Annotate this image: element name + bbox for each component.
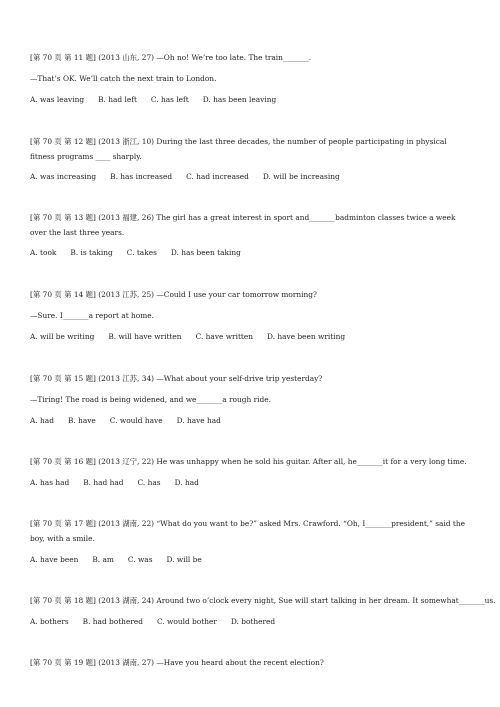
option-c: C. was bbox=[127, 555, 153, 564]
option-d: D. had bbox=[174, 478, 199, 487]
option-b: B. had had bbox=[83, 478, 124, 487]
option-b: B. has increased bbox=[110, 172, 173, 181]
question-18-stem: [第 70 页 第 18 题] (2013 湖南, 24) Around two o’clock every night, Sue will start talking in her dream. It somewhat_______us. bbox=[30, 596, 496, 605]
option-d: D. will be increasing bbox=[262, 172, 340, 181]
question-14-dialogue: —Sure. I_______a report at home. bbox=[30, 311, 154, 320]
option-d: D. will be bbox=[166, 555, 202, 564]
option-a: A. was increasing bbox=[30, 172, 97, 181]
question-13-options bbox=[30, 246, 472, 261]
option-b: B. had bothered bbox=[82, 617, 143, 626]
question-16-stem: [第 70 页 第 16 题] (2013 辽宁, 22) He was unhappy when he sold his guitar. After all, he_______it for a very long time. bbox=[30, 457, 467, 466]
option-b: B. have bbox=[67, 416, 96, 425]
question-15-dialogue: —Tiring! The road is being widened, and we_______a rough ride. bbox=[30, 395, 271, 404]
option-b: B. is taking bbox=[70, 248, 113, 257]
option-c: C. has bbox=[137, 478, 161, 487]
option-a: A. took bbox=[30, 248, 57, 257]
question-12-stem: [第 70 页 第 12 题] (2013 浙江, 10) During the last three decades, the number of people participating in physical fitness programs ____ sharply. bbox=[30, 137, 447, 161]
question-14-options bbox=[30, 330, 472, 345]
option-b: B. had left bbox=[98, 95, 137, 104]
question-16-options bbox=[30, 476, 472, 491]
question-11-options bbox=[30, 93, 472, 108]
option-c: C. takes bbox=[126, 248, 157, 257]
option-d: D. bothered bbox=[230, 617, 276, 626]
option-c: C. had increased bbox=[186, 172, 249, 181]
question-17-stem: [第 70 页 第 17 题] (2013 湖南, 22) “What do you want to be?” asked Mrs. Crawford. “Oh, I_______president,” said the boy, with a smile. bbox=[30, 519, 466, 543]
question-17-options bbox=[30, 553, 472, 568]
option-c: C. would have bbox=[109, 416, 163, 425]
question-18-options bbox=[30, 615, 472, 630]
option-d: D. has been leaving bbox=[202, 95, 277, 104]
option-a: A. was leaving bbox=[30, 95, 85, 104]
option-c: C. would bother bbox=[156, 617, 217, 626]
option-a: A. will be writing bbox=[30, 332, 95, 341]
question-11-stem: [第 70 页 第 11 题] (2013 山东, 27) —Oh no! We’re too late. The train_______. bbox=[30, 53, 312, 62]
option-b: B. am bbox=[92, 555, 114, 564]
question-14-stem: [第 70 页 第 14 题] (2013 江苏, 25) —Could I use your car tomorrow morning? bbox=[30, 290, 317, 299]
option-a: A. have been bbox=[30, 555, 79, 564]
question-13-stem: [第 70 页 第 13 题] (2013 福建, 26) The girl has a great interest in sport and_______badminton classes twice a week over the last three years. bbox=[30, 213, 456, 237]
option-a: A. has had bbox=[30, 478, 70, 487]
option-a: A. bothers bbox=[30, 617, 69, 626]
question-11-dialogue: —That’s OK. We’ll catch the next train to London. bbox=[30, 74, 217, 83]
option-d: D. have been writing bbox=[267, 332, 346, 341]
option-b: B. will have written bbox=[108, 332, 182, 341]
question-15-stem: [第 70 页 第 15 题] (2013 江苏, 34) —What about your self-drive trip yesterday? bbox=[30, 374, 323, 383]
option-c: C. have written bbox=[195, 332, 254, 341]
question-15-options bbox=[30, 414, 472, 429]
question-12-options bbox=[30, 170, 472, 185]
option-d: D. has been taking bbox=[170, 248, 241, 257]
option-a: A. had bbox=[30, 416, 54, 425]
question-19-stem: [第 70 页 第 19 题] (2013 湖南, 27) —Have you heard about the recent election? bbox=[30, 658, 324, 667]
option-c: C. has left bbox=[150, 95, 189, 104]
option-d: D. have had bbox=[176, 416, 221, 425]
